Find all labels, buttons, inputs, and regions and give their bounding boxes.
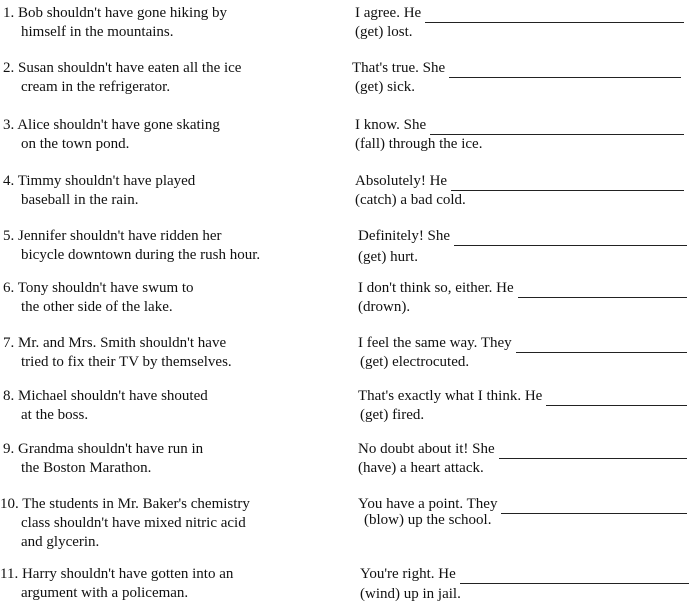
answer-blank[interactable] [518,283,687,298]
item-prompt [3,116,333,154]
answer-blank[interactable] [425,8,684,23]
item-number: 10. [0,496,19,512]
prompt-line: on the town pond. [21,136,130,152]
prompt-line: tried to fix their TV by themselves. [21,354,232,370]
prompt-line: the other side of the lake. [21,299,173,315]
answer-blank[interactable] [449,63,681,78]
item-number: 7. [3,335,15,351]
item-response [358,495,692,530]
answer-blank[interactable] [546,391,687,406]
prompt-line: 10. The students in Mr. Baker's chemistry [0,496,250,512]
answer-blank[interactable] [516,338,687,353]
prompt-line: 8. Michael shouldn't have shouted [3,388,208,404]
response-start: I feel the same way. They [358,335,512,351]
response-hint: (get) sick. [355,79,415,95]
item-prompt [3,440,333,478]
answer-blank[interactable] [451,176,684,191]
response-hint: (get) electrocuted. [360,354,470,370]
item-prompt [0,495,330,552]
prompt-line: 3. Alice shouldn't have gone skating [3,117,220,133]
prompt-line: 4. Timmy shouldn't have played [3,173,196,189]
response-hint: (wind) up in jail. [360,586,461,602]
prompt-line: bicycle downtown during the rush hour. [21,247,261,263]
response-start: Definitely! She [358,228,451,244]
item-response [355,172,690,210]
item-response [358,279,692,317]
item-prompt [3,334,333,372]
item-number: 4. [3,173,15,189]
response-start: You have a point. They [358,496,498,512]
item-number: 8. [3,388,15,404]
item-number: 3. [3,117,15,133]
prompt-line: the Boston Marathon. [21,460,152,476]
response-hint: (drown). [358,299,411,315]
item-prompt [3,59,333,97]
item-prompt [3,4,333,42]
answer-blank[interactable] [430,120,684,135]
prompt-line: class shouldn't have mixed nitric acid [21,515,246,531]
item-response [358,387,692,425]
item-number: 5. [3,228,15,244]
response-hint: (get) fired. [360,407,425,423]
response-hint: (catch) a bad cold. [355,192,466,208]
item-response [352,59,687,97]
response-hint: (get) lost. [355,24,413,40]
item-response [355,116,690,154]
response-hint: (get) hurt. [358,249,418,265]
prompt-line: 5. Jennifer shouldn't have ridden her [3,228,222,244]
response-start: I don't think so, either. He [358,280,514,296]
prompt-line: at the boss. [21,407,89,423]
response-start: I know. She [355,117,427,133]
item-response [360,565,692,604]
response-start: No doubt about it! She [358,441,495,457]
item-response [355,4,690,42]
response-hint: (blow) up the school. [364,512,492,528]
response-start: Absolutely! He [355,173,448,189]
item-prompt [3,227,333,265]
prompt-line: argument with a policeman. [21,585,189,601]
item-prompt [3,172,333,210]
prompt-line: cream in the refrigerator. [21,79,171,95]
item-prompt [3,387,333,425]
item-response [358,334,692,372]
prompt-line: 2. Susan shouldn't have eaten all the ice [3,60,242,76]
prompt-line: 1. Bob shouldn't have gone hiking by [3,5,227,21]
answer-blank[interactable] [501,499,687,514]
prompt-line: himself in the mountains. [21,24,174,40]
response-start: That's true. She [352,60,446,76]
item-number: 6. [3,280,15,296]
response-start: That's exactly what I think. He [358,388,543,404]
item-number: 11. [0,566,19,582]
prompt-line: 7. Mr. and Mrs. Smith shouldn't have [3,335,227,351]
response-hint: (fall) through the ice. [355,136,483,152]
response-start: I agree. He [355,5,422,21]
response-start: You're right. He [360,566,456,582]
item-number: 2. [3,60,15,76]
item-number: 1. [3,5,15,21]
answer-blank[interactable] [499,444,687,459]
answer-blank[interactable] [454,231,687,246]
prompt-line: 9. Grandma shouldn't have run in [3,441,204,457]
item-response [358,440,692,478]
prompt-line: baseball in the rain. [21,192,139,208]
item-response [358,227,692,267]
item-number: 9. [3,441,15,457]
item-prompt [3,279,333,317]
item-prompt [0,565,330,603]
response-hint: (have) a heart attack. [358,460,484,476]
answer-blank[interactable] [460,569,689,584]
prompt-line: 6. Tony shouldn't have swum to [3,280,194,296]
prompt-line: and glycerin. [21,534,100,550]
prompt-line: 11. Harry shouldn't have gotten into an [0,566,234,582]
